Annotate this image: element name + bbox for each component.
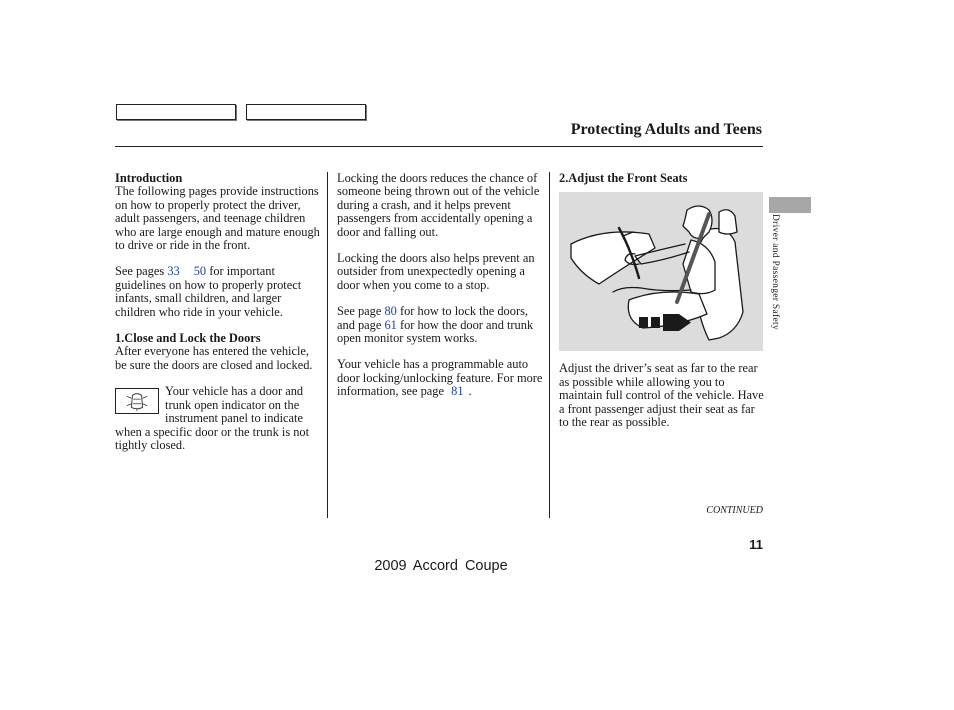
see-pages-prefix: See pages <box>115 264 165 279</box>
link-page-81[interactable]: 81 <box>451 384 464 399</box>
section1-text: After everyone has entered the vehicle, be sure the doors are closed and locked. <box>115 344 313 372</box>
nav-button-right[interactable] <box>246 104 366 120</box>
indicator-paragraph <box>115 385 321 452</box>
section1-paragraph <box>115 332 321 372</box>
nav-button-left[interactable] <box>116 104 236 120</box>
column-introduction <box>115 172 321 465</box>
indicator-text: Your vehicle has a door and trunk open indicator on the instrument panel to indicate when a specific door or the trunk is not tightly closed. <box>115 384 310 452</box>
intro-heading: Introduction <box>115 171 183 185</box>
column-locking <box>337 172 543 412</box>
link-page-33[interactable]: 33 <box>167 264 180 279</box>
link-page-80[interactable]: 80 <box>384 304 397 319</box>
section-tab-label: Driver and Passenger Safety <box>770 214 780 330</box>
page-title: Protecting Adults and Teens <box>570 121 762 138</box>
see-pages-suffix: for important guidelines on how to properly protect infants, small children, and larger children who ride in your vehicle. <box>115 264 302 319</box>
see-page-prefix: See page <box>337 304 385 319</box>
section1-heading: 1.Close and Lock the Doors <box>115 331 261 346</box>
auto-lock-end: . <box>468 384 472 399</box>
locking-paragraph-1: Locking the doors reduces the chance of someone being thrown out of the vehicle during a crash, and it helps prevent passengers from accidentally opening a door and falling out. <box>337 171 540 239</box>
see-page-suffix: for how the door and trunk open monitor system works. <box>337 317 534 346</box>
footer-title: 2009 Accord Coupe <box>374 558 508 574</box>
column-divider <box>549 172 550 518</box>
auto-lock-paragraph <box>337 358 543 398</box>
see-page-paragraph <box>337 305 543 345</box>
header-rule <box>115 146 763 147</box>
auto-lock-text: Your vehicle has a programmable auto door locking/unlocking feature. For more information, see page <box>337 357 543 399</box>
adjust-front-seat-illustration <box>559 192 763 351</box>
section2-text: Adjust the driver’s seat as far to the rear as possible while allowing you to maintain full control of the vehicle. Have a front passenger adjust their seat as far to the rear as possible. <box>559 361 764 430</box>
door-open-indicator-icon <box>115 388 159 414</box>
section-tab[interactable] <box>769 197 811 213</box>
link-page-61[interactable]: 61 <box>384 317 397 332</box>
intro-text: The following pages provide instructions on how to properly protect the driver, adult passengers, and teenage children who are large enough and mature enough to drive or ride in the front. <box>115 184 320 253</box>
locking-paragraph-2: Locking the doors also helps prevent an outsider from unexpectedly opening a door when you come to a stop. <box>337 251 535 292</box>
column-divider <box>327 172 328 518</box>
continued-label: CONTINUED <box>706 505 763 516</box>
column-front-seats <box>559 172 765 442</box>
page-number: 11 <box>749 537 763 552</box>
intro-paragraph <box>115 172 321 252</box>
see-page-middle: for how to lock the doors, and page <box>337 304 528 332</box>
see-pages-paragraph <box>115 265 321 319</box>
link-page-50[interactable]: 50 <box>193 264 207 279</box>
section2-heading: 2.Adjust the Front Seats <box>559 171 688 185</box>
